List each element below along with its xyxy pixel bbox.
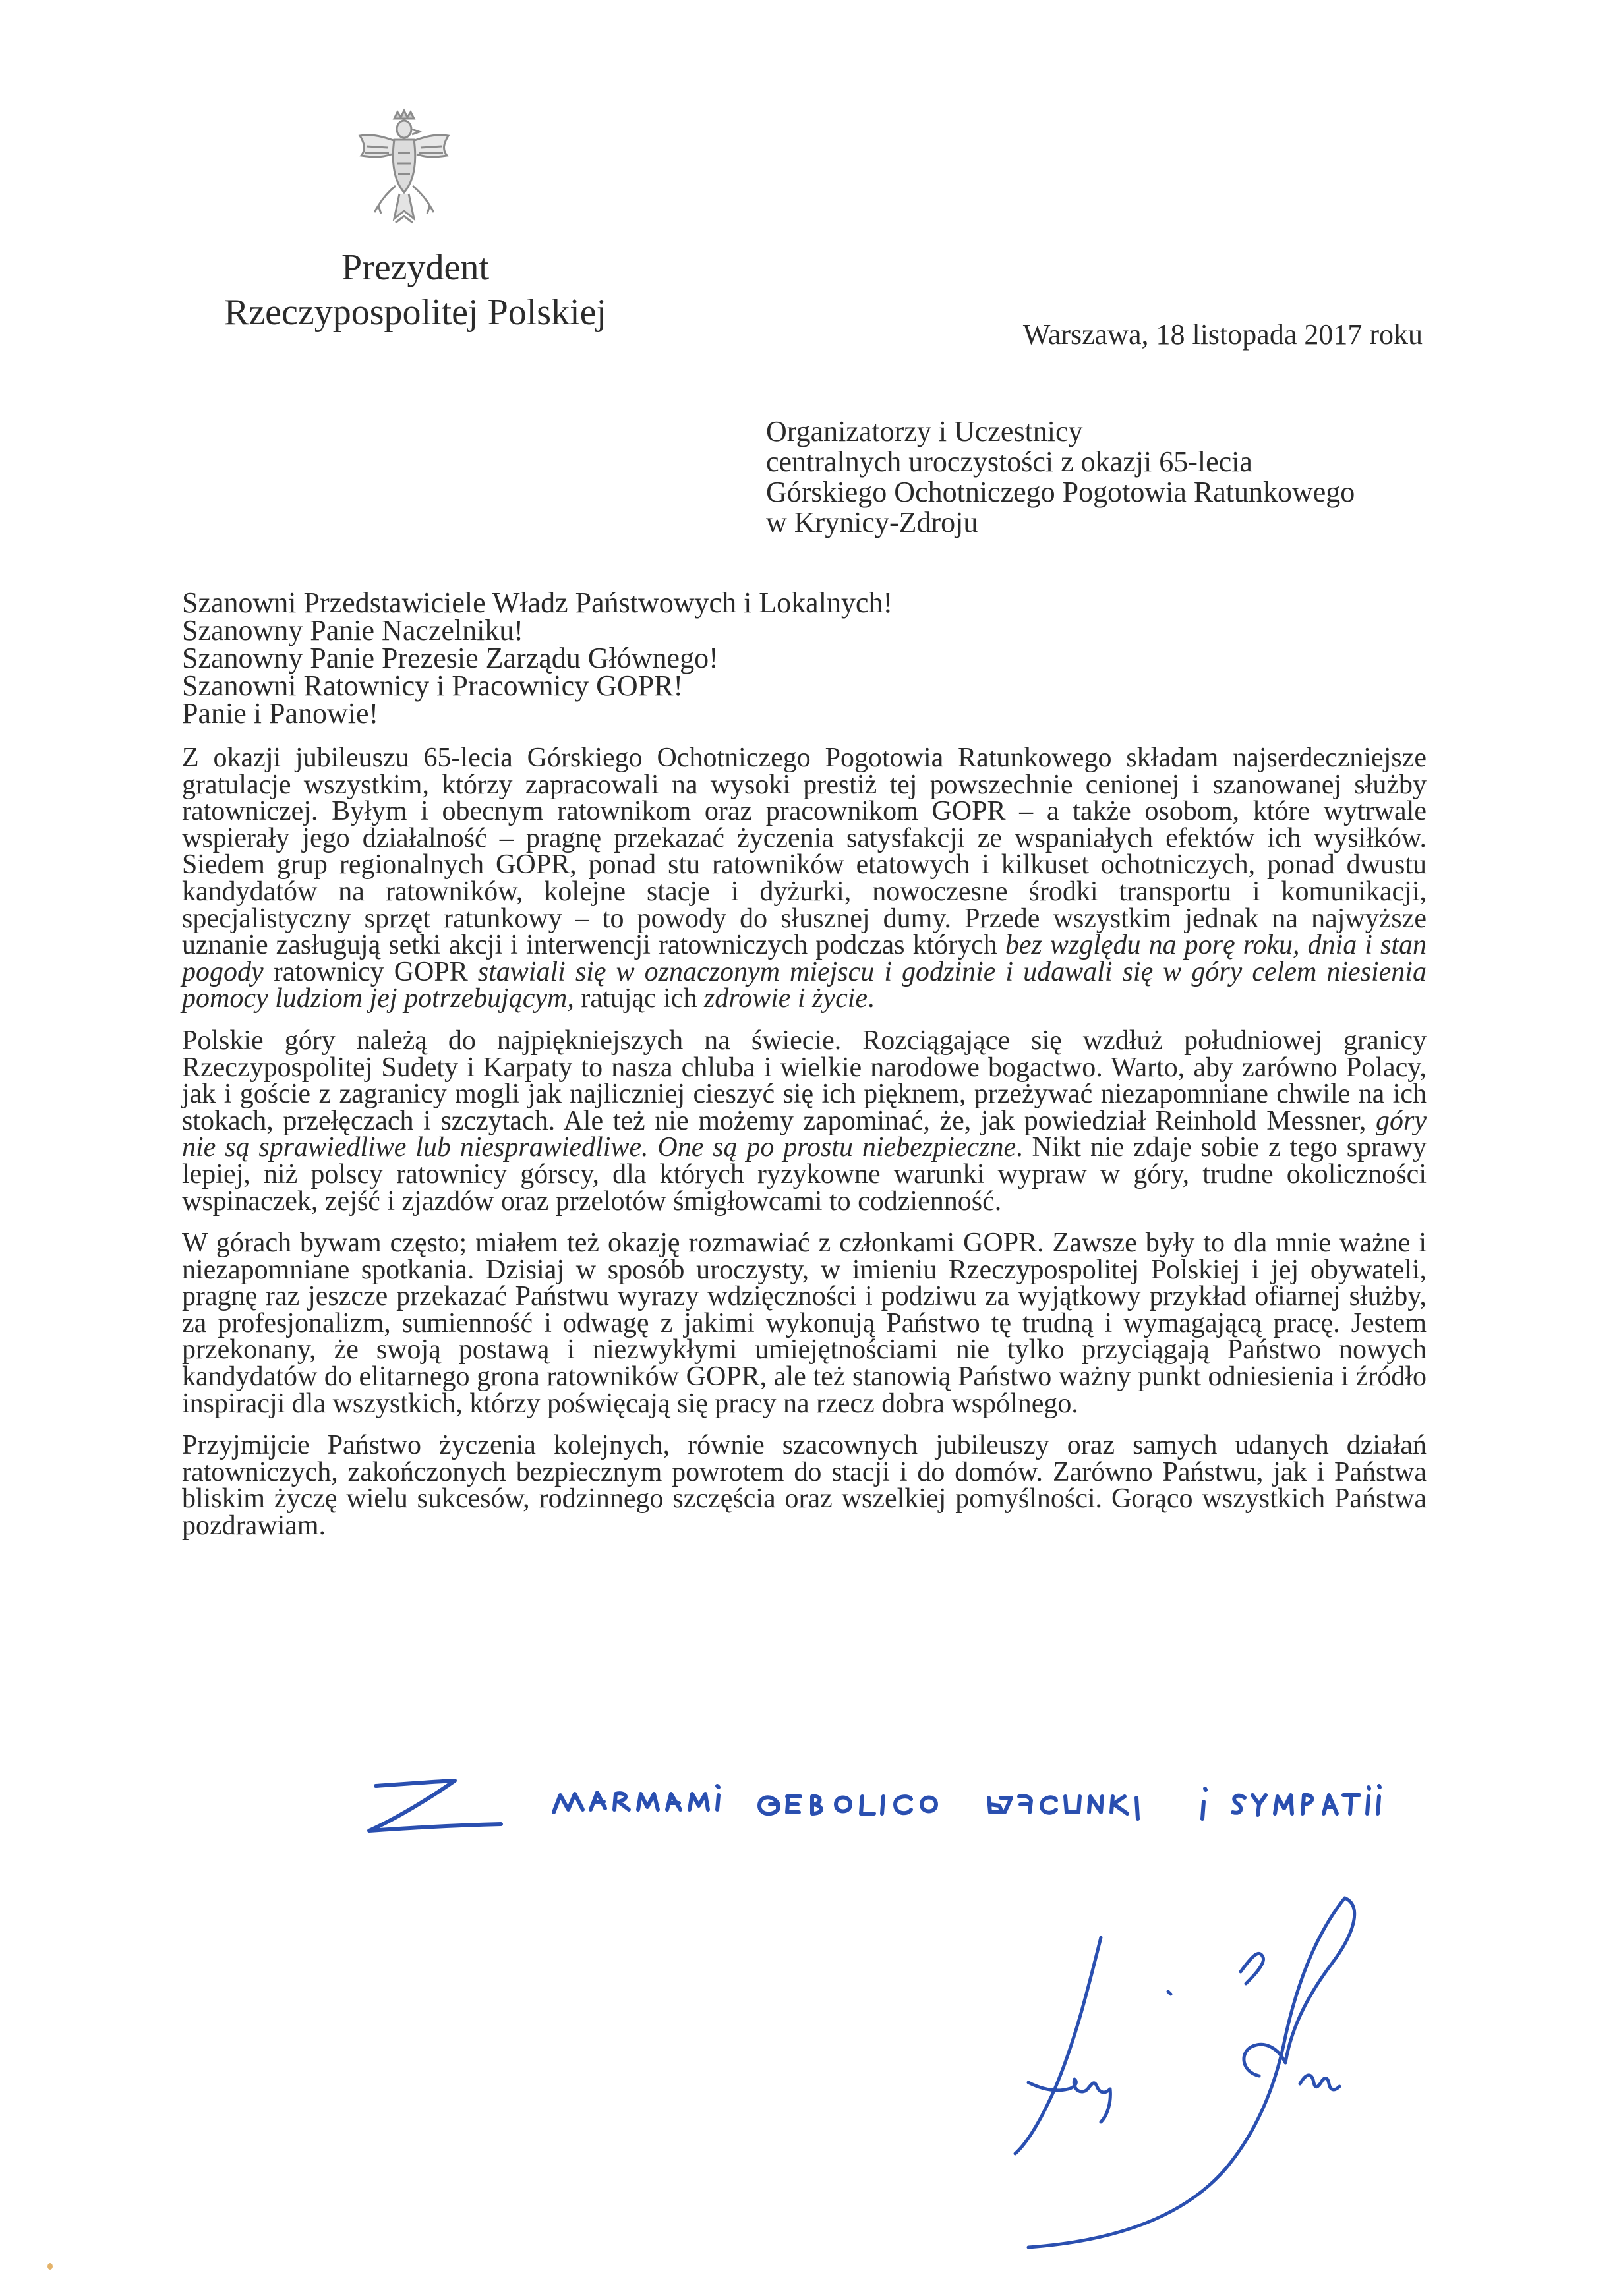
italic-quote: bez względu na porę roku, dnia i stan pogody — [182, 930, 1427, 987]
addressee-line-4: w Krynicy-Zdroju — [766, 506, 978, 538]
body-paragraph-3: W górach bywam często; miałem też okazję rozmawiać z członkami GOPR. Zawsze były to dla mnie ważne i niezapomniane spotkania. Dzisiaj w sposób uroczysty, w imieniu Rzeczypospolitej Polskiej i jej obywateli, pragnę raz jeszcze przekazać Państwu wyrazy wdzięczności i podziwu za wyjątkowy przykład ofiarnej służby, za profesjonalizm, sumienność i odwagę z jakimi wykonują Państwo tę trudną i wymagającą pracę. Jestem przekonany, że swoją postawą i niezwykłymi umiejętnościami nie tylko przyciągają Państwo nowych kandydatów do elitarnego grona ratowników GOPR, ale też stanowią Państwo ważny punkt odniesienia i źródło inspiracji dla wszystkich, którzy poświęcają się pracy na rzecz dobra wspólnego. — [182, 1228, 1427, 1419]
handwritten-signature — [976, 1891, 1450, 2260]
salutation-line: Szanowny Panie Prezesie Zarządu Głównego! — [182, 642, 719, 674]
italic-quote: stawiali się w oznaczonym miejscu i godzinie i udawali się w góry celem niesienia pomocy ludziom jej potrzebującym, — [182, 956, 1427, 1014]
salutation-line: Szanowny Panie Naczelniku! — [182, 614, 524, 646]
body-paragraph-2: Polskie góry należą do najpiękniejszych na świecie. Rozciągające się wzdłuż południowej granicy Rzeczypospolitej Sudety i Karpaty to nasza chluba i wielkie narodowe bogactwo. Warto, aby zarówno Polacy, jak i goście z zagranicy mogli jak najliczniej cieszyć się ich pięknem, przeżywać niezapomniane chwile na ich stokach, przełęczach i szczytach. Ale też nie możemy zapominać, że, jak powiedział Reinhold Messner, góry nie są sprawiedliwe lub niesprawiedliwe. One są po prostu niebezpieczne. Nikt nie zdaje sobie z tego sprawy lepiej, niż polscy ratownicy górscy, dla których ryzykowne warunki wypraw w góry, trudne okoliczności wspinaczek, zejść i zjazdów oraz przelotów śmigłowcami to codzienność. — [182, 1025, 1427, 1217]
white-eagle-emblem-icon — [348, 107, 460, 232]
handwritten-closing — [356, 1766, 1543, 1845]
messner-quote: góry nie są sprawiedliwe lub niesprawiedliwe. One są po prostu niebezpieczne — [182, 1105, 1427, 1163]
salutations-block — [182, 589, 1434, 728]
body-paragraph-1: Z okazji jubileuszu 65-lecia Górskiego Ochotniczego Pogotowia Ratunkowego składam najserdeczniejsze gratulacje wszystkim, którzy zapracowali na wysoki prestiż tej powszechnie cenionej i szanowanej służby ratowniczej. Byłym i obecnym ratownikom oraz pracownikom GOPR – a także osobom, które wytrwale wspierały jego działalność – pragnę przekazać życzenia satysfakcji ze wspaniałych efektów ich wysiłków. Siedem grup regionalnych GOPR, ponad stu ratowników etatowych i kilkuset ochotniczych, ponad dwustu kandydatów na ratowników, kolejne stacje i dyżurki, nowoczesne środki transportu i komunikacji, specjalistyczny sprzęt ratunkowy – to powody do słusznej dumy. Przede wszystkim jednak na najwyższe uznanie zasługują setki akcji i interwencji ratowniczych podczas których bez względu na porę roku, dnia i stan pogody ratownicy GOPR stawiali się w oznaczonym miejscu i godzinie i udawali się w góry celem niesienia pomocy ludziom jej potrzebującym, ratując ich zdrowie i życie. — [182, 743, 1427, 1014]
italic-quote: zdrowie i życie — [703, 983, 868, 1014]
body-paragraph-4: Przyjmijcie Państwo życzenia kolejnych, równie szacownych jubileuszy oraz samych udanych działań ratowniczych, zakończonych bezpiecznym powrotem do stacji i do domów. Zarówno Państwu, jak i Państwa bliskim życzę wielu sukcesów, rodzinnego szczęścia oraz wszelkiej pomyślności. Gorąco wszystkich Państwa pozdrawiam. — [182, 1430, 1427, 1541]
addressee-block — [766, 416, 1491, 538]
paper-speck — [47, 2263, 53, 2270]
addressee-line-3: Górskiego Ochotniczego Pogotowia Ratunkowego — [766, 476, 1355, 508]
addressee-line-2: centralnych uroczystości z okazji 65-lecia — [766, 445, 1252, 478]
salutation-line: Panie i Panowie! — [182, 697, 379, 730]
salutation-line: Szanowni Ratownicy i Pracownicy GOPR! — [182, 670, 684, 702]
addressee-line-1: Organizatorzy i Uczestnicy — [766, 415, 1083, 447]
salutation-line: Szanowni Przedstawiciele Władz Państwowych i Lokalnych! — [182, 587, 893, 619]
letter-body — [182, 745, 1427, 1555]
office-line-1: Prezydent — [341, 247, 489, 288]
office-line-2: Rzeczypospolitej Polskiej — [223, 292, 607, 333]
office-title — [185, 245, 646, 335]
letter-date: Warszawa, 18 listopada 2017 roku — [1022, 318, 1423, 351]
